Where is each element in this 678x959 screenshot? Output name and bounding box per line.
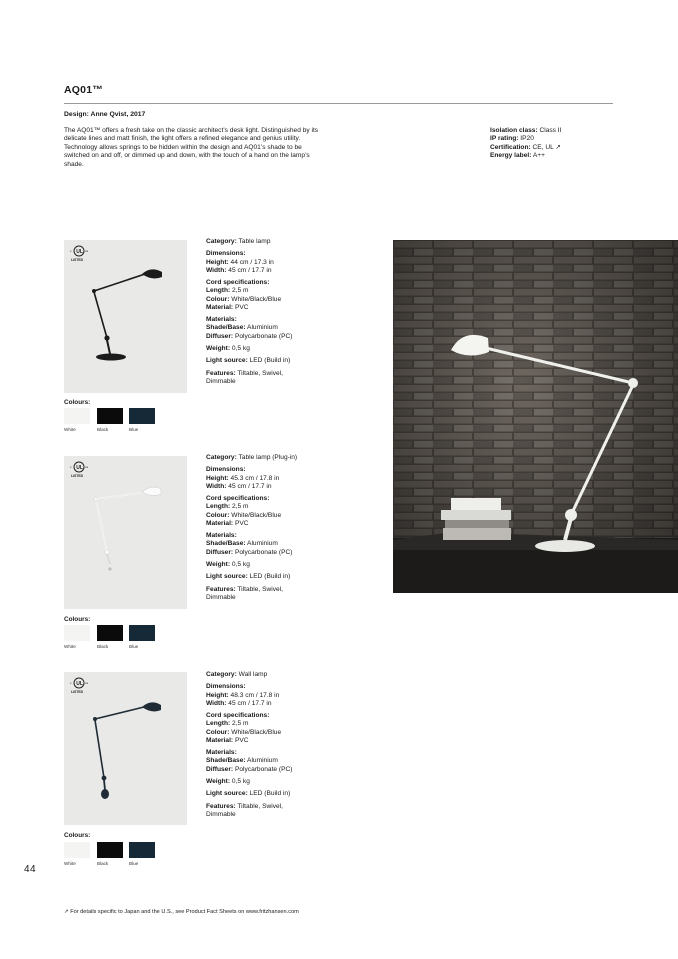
svg-text:us: us <box>85 681 89 685</box>
swatch-label-blue: Blue <box>129 644 139 649</box>
page-title: AQ01™ <box>64 84 103 96</box>
intro-paragraph: The AQ01™ offers a fresh take on the classic architect’s desk light. Distinguished by its delicate lines and matt finish, the light offers a refined elegance and genius utility. Technology allows springs to be hidden within the design and AQ01’s shade to be switched on and off, or dimmed up and down, with the touch of a hand on the lamp’s shade. <box>64 127 319 168</box>
swatch-label-black: Black <box>97 427 109 432</box>
svg-text:LISTED: LISTED <box>71 258 84 262</box>
swatch-blue <box>129 842 155 858</box>
colours-label: Colours: <box>64 832 91 839</box>
ul-listed-icon <box>70 678 89 694</box>
product-image-table-lamp <box>64 240 187 393</box>
svg-text:us: us <box>85 249 89 253</box>
swatch-label-white: White <box>64 427 76 432</box>
table-lamp-black-illustration <box>64 240 187 393</box>
wall-lamp-dark-blue-illustration <box>64 672 187 825</box>
page-number: 44 <box>24 864 37 875</box>
svg-text:c: c <box>70 681 72 685</box>
swatch-label-black: Black <box>97 644 109 649</box>
footnote: ↗ For details specific to Japan and the U.S., see Product Fact Sheets on www.fritzhansen.com <box>64 909 299 915</box>
designer-credit: Design: Anne Qvist, 2017 <box>64 111 146 118</box>
svg-text:LISTED: LISTED <box>71 690 84 694</box>
title-divider <box>64 103 613 104</box>
swatch-white <box>64 842 90 858</box>
swatch-blue <box>129 408 155 424</box>
svg-text:LISTED: LISTED <box>71 474 84 478</box>
spec-isolation: Isolation class: Class II <box>490 127 562 134</box>
svg-text:c: c <box>70 465 72 469</box>
swatch-label-white: White <box>64 644 76 649</box>
ul-listed-icon <box>70 246 89 262</box>
svg-text:UL: UL <box>76 681 83 687</box>
swatch-white <box>64 625 90 641</box>
svg-text:us: us <box>85 465 89 469</box>
product-image-wall-lamp <box>64 672 187 825</box>
lamp-on-desk-brick-wall-photo <box>393 240 678 593</box>
spec-ip-rating: IP rating: IP20 <box>490 135 534 143</box>
swatch-label-blue: Blue <box>129 861 139 866</box>
swatch-label-blue: Blue <box>129 427 139 432</box>
lifestyle-photo <box>393 240 678 593</box>
swatch-black <box>97 625 123 641</box>
swatch-blue <box>129 625 155 641</box>
swatch-label-white: White <box>64 861 76 866</box>
colours-label: Colours: <box>64 616 91 623</box>
product-specs-plug-in-lamp: Category: Table lamp (Plug-in) Dimensions: Height: 45.3 cm / 17.8 in Width: 45 cm / 17.7 in Cord specifications: Length: 2,5 m Colour: White/Black/Blue Material: PVC Materials: Shade/Base: Aluminium Diffuser: Polycarbonate (PC) Weight: 0,5 kg Light source: LED (Build in) Features: Tiltable, Swivel, Dimmable <box>206 454 298 601</box>
swatch-black <box>97 842 123 858</box>
general-specs <box>490 127 561 161</box>
colours-label: Colours: <box>64 399 91 406</box>
swatch-white <box>64 408 90 424</box>
svg-text:UL: UL <box>76 249 83 255</box>
ul-listed-icon <box>70 462 89 478</box>
swatch-black <box>97 408 123 424</box>
product-image-plug-in-lamp <box>64 456 187 609</box>
spec-energy-label: Energy label: A++ <box>490 152 545 160</box>
plug-in-lamp-white-illustration <box>64 456 187 609</box>
spec-certification: Certification: CE, UL ↗ <box>490 143 561 151</box>
svg-text:c: c <box>70 249 72 253</box>
svg-text:UL: UL <box>76 465 83 471</box>
swatch-label-black: Black <box>97 861 109 866</box>
product-specs-wall-lamp: Category: Wall lamp Dimensions: Height: 48.3 cm / 17.8 in Width: 45 cm / 17.7 in Cord specifications: Length: 2,5 m Colour: White/Black/Blue Material: PVC Materials: Shade/Base: Aluminium Diffuser: Polycarbonate (PC) Weight: 0,5 kg Light source: LED (Build in) Features: Tiltable, Swivel, Dimmable <box>206 671 293 818</box>
product-specs-table-lamp: Category: Table lamp Dimensions: Height: 44 cm / 17.3 in Width: 45 cm / 17.7 in Cord specifications: Length: 2,5 m Colour: White/Black/Blue Material: PVC Materials: Shade/Base: Aluminium Diffuser: Polycarbonate (PC) Weight: 0,5 kg Light source: LED (Build in) Features: Tiltable, Swivel, Dimmable <box>206 238 293 385</box>
